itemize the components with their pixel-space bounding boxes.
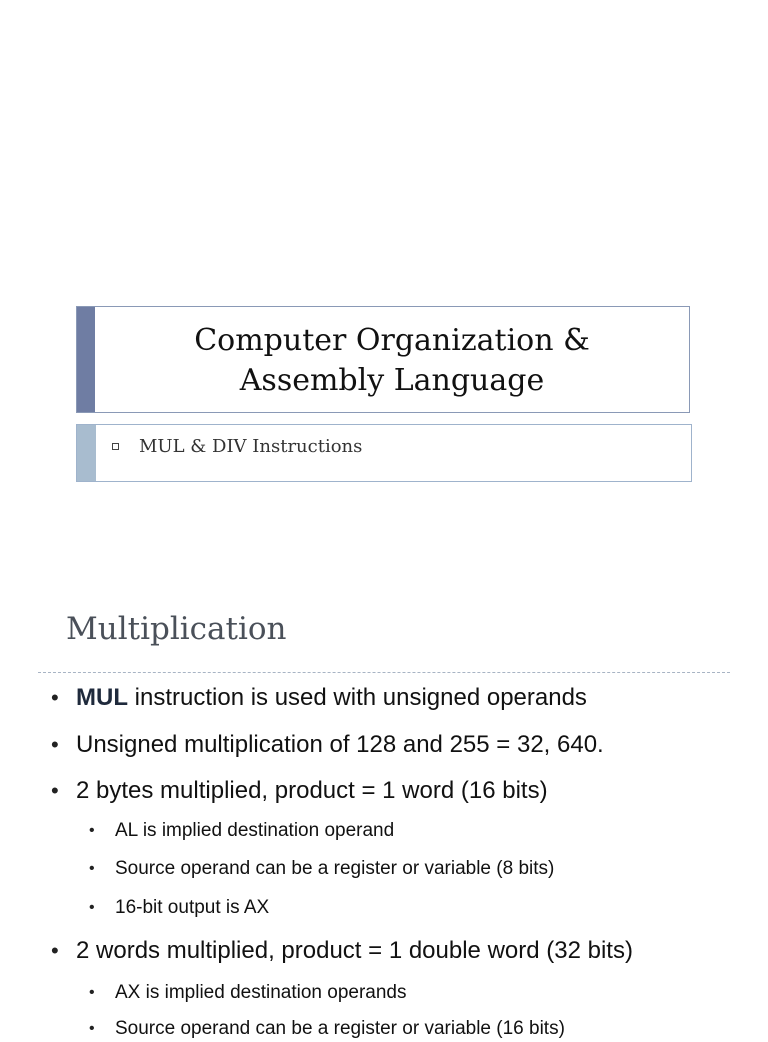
bullet-icon: • [51, 732, 59, 757]
list-item-text: 2 words multiplied, product = 1 double word (32 bits) [76, 937, 633, 964]
list-item-text: Unsigned multiplication of 128 and 255 = 32, 640. [76, 731, 604, 758]
bullet-icon: • [89, 1020, 95, 1037]
title-accent-bar [77, 307, 95, 412]
bullet-icon: • [51, 778, 59, 803]
title-box [76, 306, 690, 413]
bullet-icon: • [89, 822, 95, 839]
presentation-subtitle: MUL & DIV Instructions [139, 436, 363, 457]
bullet-icon: • [51, 685, 59, 710]
sub-list-item-text: Source operand can be a register or variable (16 bits) [115, 1018, 565, 1039]
slide-heading: Multiplication [66, 611, 287, 647]
bullet-icon: • [51, 938, 59, 963]
heading-divider [38, 672, 730, 673]
subtitle-accent-bar [77, 425, 96, 481]
keyword-mul: MUL [76, 684, 128, 711]
sub-list-item-text: Source operand can be a register or variable (8 bits) [115, 858, 555, 879]
presentation-title [95, 321, 689, 401]
sub-list-item-text: AX is implied destination operands [115, 982, 407, 1003]
square-bullet-icon [112, 443, 119, 450]
bullet-icon: • [89, 984, 95, 1001]
bullet-icon: • [89, 860, 95, 877]
title-line-2: Assembly Language [239, 363, 545, 398]
subtitle-box [76, 424, 692, 482]
title-line-1: Computer Organization & [194, 323, 590, 358]
list-item-text: instruction is used with unsigned operands [127, 684, 587, 711]
bullet-icon: • [89, 899, 95, 916]
list-item-text: 2 bytes multiplied, product = 1 word (16 bits) [76, 777, 548, 804]
sub-list-item-text: AL is implied destination operand [115, 820, 395, 841]
sub-list-item-text: 16-bit output is AX [115, 897, 270, 918]
